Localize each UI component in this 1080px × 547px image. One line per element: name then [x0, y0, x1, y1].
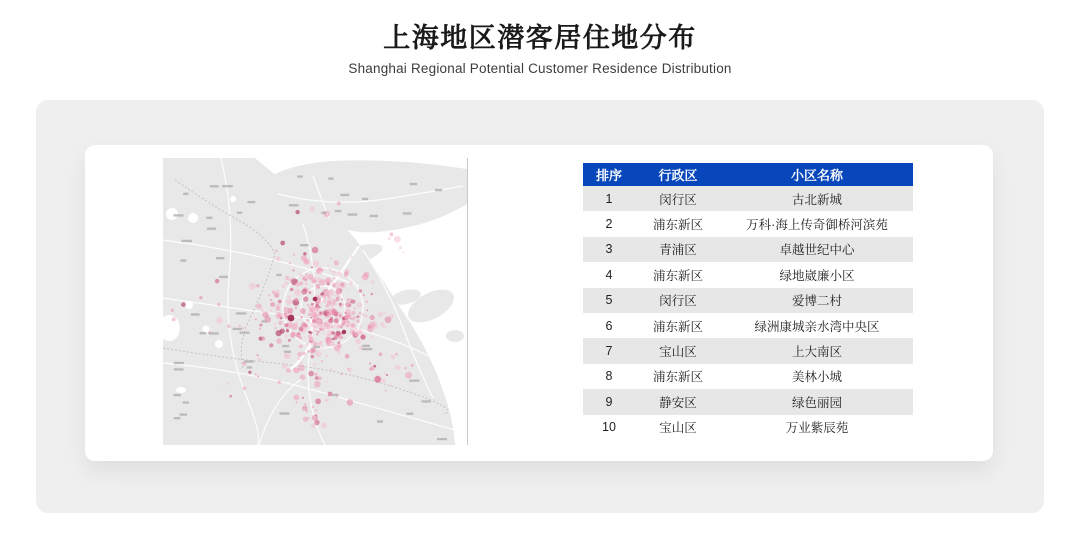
district-cell: 浦东新区	[635, 364, 721, 389]
col-header-community: 小区名称	[721, 163, 913, 186]
rank-cell: 4	[583, 262, 635, 287]
table-row	[583, 288, 913, 313]
community-cell: 古北新城	[721, 186, 913, 211]
community-cell: 美林小城	[721, 364, 913, 389]
table-header-row	[583, 163, 913, 186]
rank-cell: 5	[583, 288, 635, 313]
community-cell: 绿地崴廉小区	[721, 262, 913, 287]
page-header	[0, 22, 1080, 76]
table-row	[583, 211, 913, 236]
rank-cell: 2	[583, 211, 635, 236]
table-row	[583, 237, 913, 262]
rank-cell: 1	[583, 186, 635, 211]
table-row	[583, 262, 913, 287]
table-row	[583, 389, 913, 414]
table-row	[583, 313, 913, 338]
rank-cell: 3	[583, 237, 635, 262]
table-row	[583, 364, 913, 389]
table-row	[583, 415, 913, 440]
district-cell: 宝山区	[635, 415, 721, 440]
ranking-table-body	[583, 186, 913, 440]
page-title: 上海地区潜客居住地分布	[383, 23, 697, 53]
community-cell: 卓越世纪中心	[721, 237, 913, 262]
district-cell: 浦东新区	[635, 262, 721, 287]
rank-cell: 6	[583, 313, 635, 338]
district-cell: 浦东新区	[635, 313, 721, 338]
community-cell: 爱博二村	[721, 288, 913, 313]
district-cell: 宝山区	[635, 338, 721, 363]
content-card	[85, 145, 993, 461]
district-cell: 浦东新区	[635, 211, 721, 236]
community-cell: 绿洲康城亲水湾中央区	[721, 313, 913, 338]
district-cell: 闵行区	[635, 186, 721, 211]
page-subtitle: Shanghai Regional Potential Customer Residence Distribution	[348, 61, 732, 77]
rank-cell: 10	[583, 415, 635, 440]
table-row	[583, 338, 913, 363]
col-header-rank: 排序	[583, 163, 635, 186]
ranking-table	[583, 163, 913, 440]
community-cell: 万科·海上传奇御桥河滨苑	[721, 211, 913, 236]
rank-cell: 8	[583, 364, 635, 389]
community-cell: 万业紫辰苑	[721, 415, 913, 440]
rank-cell: 7	[583, 338, 635, 363]
map-svg	[163, 158, 467, 445]
district-cell: 闵行区	[635, 288, 721, 313]
community-cell: 绿色丽园	[721, 389, 913, 414]
shanghai-dot-density-map	[163, 158, 468, 445]
table-row	[583, 186, 913, 211]
district-cell: 青浦区	[635, 237, 721, 262]
col-header-district: 行政区	[635, 163, 721, 186]
community-cell: 上大南区	[721, 338, 913, 363]
rank-cell: 9	[583, 389, 635, 414]
district-cell: 静安区	[635, 389, 721, 414]
ranking-table-container	[583, 163, 913, 440]
